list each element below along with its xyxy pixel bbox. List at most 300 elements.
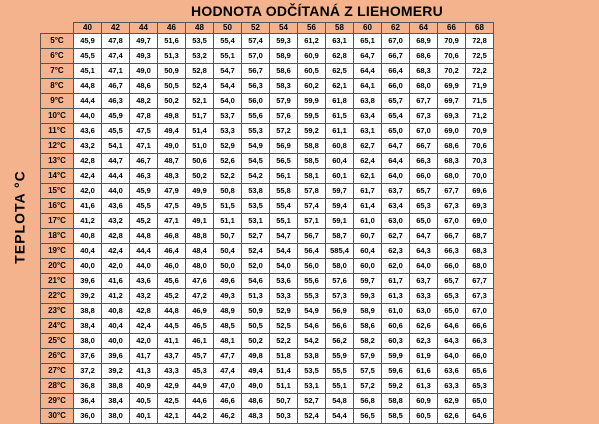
table-row [41,274,494,289]
table-cell: 55,1 [326,379,354,394]
table-cell: 43,6 [130,274,158,289]
table-cell: 47,5 [130,124,158,139]
table-cell: 61,7 [382,274,410,289]
table-cell: 46,3 [102,94,130,109]
table-cell: 66,0 [410,169,438,184]
table-cell: 43,6 [74,124,102,139]
table-cell: 50,7 [214,229,242,244]
table-cell: 63,1 [354,124,382,139]
table-cell: 42,4 [102,244,130,259]
table-cell: 66,3 [410,154,438,169]
table-cell: 53,8 [298,349,326,364]
row-header-temperature: 16°C [41,199,74,214]
table-cell: 64,7 [382,139,410,154]
table-cell: 70,3 [466,154,494,169]
table-cell: 36,8 [74,379,102,394]
table-cell: 59,6 [382,364,410,379]
table-cell: 59,9 [298,94,326,109]
table-cell: 48,7 [158,154,186,169]
row-header-temperature: 26°C [41,349,74,364]
table-row [41,214,494,229]
table-cell: 43,7 [158,349,186,364]
table-cell: 59,9 [382,349,410,364]
row-header-temperature: 6°C [41,49,74,64]
table-cell: 56,2 [326,334,354,349]
table-cell: 59,7 [354,274,382,289]
table-cell: 67,3 [466,289,494,304]
table-cell: 46,7 [102,79,130,94]
table-cell: 63,3 [438,379,466,394]
table-cell: 46,6 [214,394,242,409]
table-cell: 54,1 [102,139,130,154]
table-cell: 44,8 [130,229,158,244]
table-row [41,109,494,124]
table-cell: 39,2 [102,364,130,379]
table-cell: 59,7 [326,184,354,199]
table-cell: 48,1 [214,334,242,349]
table-cell: 63,4 [382,199,410,214]
table-cell: 48,8 [186,229,214,244]
table-cell: 54,4 [326,409,354,424]
table-cell: 51,4 [186,124,214,139]
table-cell: 61,9 [410,349,438,364]
table-cell: 65,7 [382,94,410,109]
table-cell: 40,8 [102,304,130,319]
table-cell: 62,0 [382,259,410,274]
table-cell: 63,4 [354,109,382,124]
table-cell: 67,3 [410,109,438,124]
table-cell: 44,8 [158,304,186,319]
table-cell: 40,4 [102,319,130,334]
table-cell: 44,4 [74,94,102,109]
table-cell: 54,7 [270,229,298,244]
table-cell: 56,5 [354,409,382,424]
table-cell: 60,4 [326,154,354,169]
table-cell: 56,3 [242,79,270,94]
table-cell: 59,3 [270,34,298,49]
table-cell: 66,7 [410,139,438,154]
table-cell: 72,8 [466,34,494,49]
table-cell: 56,6 [326,319,354,334]
table-cell: 57,6 [326,274,354,289]
table-cell: 36,4 [74,394,102,409]
table-cell: 62,3 [410,334,438,349]
table-cell: 62,7 [354,139,382,154]
table-cell: 71,5 [466,94,494,109]
table-cell: 55,8 [270,184,298,199]
table-cell: 61,4 [354,199,382,214]
table-cell: 51,6 [158,34,186,49]
table-cell: 53,2 [186,49,214,64]
table-cell: 45,5 [74,49,102,64]
table-cell: 40,9 [130,379,158,394]
table-cell: 53,3 [270,289,298,304]
table-cell: 50,9 [158,64,186,79]
table-cell: 64,4 [354,64,382,79]
table-cell: 68,7 [466,229,494,244]
column-header: 62 [382,23,410,34]
table-cell: 51,4 [270,364,298,379]
table-cell: 49,5 [186,199,214,214]
table-cell: 54,9 [242,139,270,154]
table-cell: 67,0 [410,124,438,139]
table-cell: 43,2 [74,139,102,154]
table-cell: 42,4 [130,319,158,334]
table-row [41,229,494,244]
column-header: 64 [410,23,438,34]
table-cell: 72,2 [466,64,494,79]
table-cell: 50,0 [214,259,242,274]
row-header-temperature: 20°C [41,259,74,274]
table-cell: 65,0 [410,214,438,229]
table-cell: 65,0 [438,304,466,319]
table-cell: 50,2 [158,94,186,109]
table-cell: 47,2 [186,289,214,304]
table-cell: 56,5 [270,154,298,169]
table-cell: 61,3 [382,289,410,304]
table-cell: 585,4 [326,244,354,259]
row-header-temperature: 23°C [41,304,74,319]
table-cell: 47,7 [214,349,242,364]
table-row [41,184,494,199]
table-cell: 41,6 [74,199,102,214]
row-header-temperature: 28°C [41,379,74,394]
table-cell: 47,8 [130,109,158,124]
table-cell: 52,6 [214,154,242,169]
table-cell: 64,1 [354,79,382,94]
table-cell: 53,3 [214,124,242,139]
table-cell: 68,3 [466,244,494,259]
table-cell: 66,7 [438,229,466,244]
table-body [41,34,494,424]
table-row [41,319,494,334]
table-cell: 54,6 [242,274,270,289]
table-cell: 41,1 [158,334,186,349]
table-cell: 65,1 [354,34,382,49]
table-cell: 38,0 [74,334,102,349]
table-cell: 39,6 [74,274,102,289]
table-cell: 47,1 [102,64,130,79]
table-cell: 60,0 [354,259,382,274]
table-cell: 60,9 [410,394,438,409]
table-row [41,364,494,379]
table-cell: 57,3 [326,289,354,304]
row-header-temperature: 12°C [41,139,74,154]
column-header: 60 [354,23,382,34]
table-cell: 44,4 [102,169,130,184]
table-cell: 54,2 [298,334,326,349]
table-row [41,244,494,259]
table-cell: 63,8 [354,94,382,109]
table-cell: 40,8 [74,229,102,244]
table-cell: 48,4 [186,244,214,259]
table-cell: 57,2 [354,379,382,394]
table-cell: 44,7 [102,154,130,169]
table-cell: 62,1 [354,169,382,184]
table-cell: 54,9 [298,304,326,319]
table-cell: 67,7 [466,274,494,289]
column-header: 66 [438,23,466,34]
table-cell: 62,6 [410,319,438,334]
table-cell: 69,3 [438,109,466,124]
table-cell: 36,0 [74,409,102,424]
table-cell: 60,9 [298,49,326,64]
table-cell: 54,7 [214,64,242,79]
row-header-temperature: 13°C [41,154,74,169]
table-cell: 63,3 [410,289,438,304]
table-cell: 66,3 [438,244,466,259]
table-cell: 53,5 [186,34,214,49]
table-cell: 68,6 [410,49,438,64]
table-cell: 49,3 [214,289,242,304]
table-cell: 41,3 [130,364,158,379]
column-header: 50 [214,23,242,34]
row-header-temperature: 7°C [41,64,74,79]
table-cell: 65,4 [382,109,410,124]
table-cell: 55,3 [242,124,270,139]
table-row [41,64,494,79]
table-cell: 49,4 [158,124,186,139]
table-cell: 57,9 [270,94,298,109]
table-cell: 53,5 [242,199,270,214]
table-cell: 70,0 [466,169,494,184]
table-cell: 38,4 [102,394,130,409]
table-cell: 67,0 [466,304,494,319]
table-cell: 48,6 [130,79,158,94]
table-cell: 48,6 [242,394,270,409]
table-cell: 64,7 [354,49,382,64]
table-cell: 68,0 [438,169,466,184]
table-row [41,34,494,49]
table-cell: 45,1 [74,64,102,79]
table-cell: 42,8 [102,229,130,244]
row-header-temperature: 15°C [41,184,74,199]
table-cell: 58,5 [382,409,410,424]
table-cell: 41,2 [74,214,102,229]
table-cell: 70,6 [438,49,466,64]
table-cell: 41,7 [130,349,158,364]
table-cell: 45,5 [102,124,130,139]
table-cell: 46,9 [186,304,214,319]
table-cell: 54,8 [326,394,354,409]
table-cell: 50,5 [158,79,186,94]
table-cell: 44,2 [186,409,214,424]
table-cell: 60,4 [354,244,382,259]
table-cell: 54,5 [242,154,270,169]
table-cell: 52,4 [186,79,214,94]
table-cell: 52,9 [270,304,298,319]
table-cell: 59,2 [382,379,410,394]
table-cell: 63,0 [382,214,410,229]
table-cell: 67,7 [410,94,438,109]
table-cell: 50,8 [214,184,242,199]
table-cell: 69,3 [466,199,494,214]
table-cell: 50,2 [186,169,214,184]
table-cell: 66,6 [466,319,494,334]
table-cell: 38,0 [102,409,130,424]
table-cell: 38,4 [74,319,102,334]
table-cell: 47,8 [102,34,130,49]
table-cell: 58,2 [354,334,382,349]
table-cell: 66,7 [382,49,410,64]
table-cell: 48,3 [158,169,186,184]
table-row [41,124,494,139]
column-header: 48 [186,23,214,34]
table-cell: 61,0 [382,304,410,319]
table-cell: 54,0 [270,259,298,274]
table-cell: 51,7 [186,109,214,124]
table-cell: 61,5 [326,109,354,124]
table-cell: 40,4 [74,244,102,259]
table-cell: 44,5 [158,319,186,334]
table-cell: 44,0 [130,259,158,274]
table-cell: 45,5 [130,199,158,214]
table-cell: 64,6 [466,409,494,424]
table-cell: 70,9 [438,34,466,49]
table-cell: 58,6 [354,319,382,334]
table-cell: 62,6 [438,409,466,424]
table-cell: 56,7 [242,64,270,79]
table-cell: 41,6 [102,274,130,289]
row-header-temperature: 9°C [41,94,74,109]
table-cell: 69,9 [438,79,466,94]
column-header: 58 [326,23,354,34]
table-row [41,49,494,64]
table-cell: 49,8 [158,109,186,124]
table-cell: 38,8 [102,379,130,394]
table-cell: 55,1 [270,214,298,229]
column-header: 68 [466,23,494,34]
table-cell: 61,8 [326,94,354,109]
table-cell: 61,0 [354,214,382,229]
table-cell: 62,1 [326,79,354,94]
table-cell: 60,2 [298,79,326,94]
table-cell: 48,2 [130,94,158,109]
table-cell: 65,6 [466,364,494,379]
table-row [41,304,494,319]
table-cell: 56,1 [270,169,298,184]
table-row [41,334,494,349]
table-cell: 42,0 [130,334,158,349]
table-cell: 53,5 [298,364,326,379]
table-cell: 60,5 [298,64,326,79]
table-cell: 61,3 [410,379,438,394]
table-cell: 71,9 [466,79,494,94]
table-cell: 69,0 [466,214,494,229]
table-cell: 62,8 [326,49,354,64]
row-header-temperature: 29°C [41,394,74,409]
table-cell: 45,7 [186,349,214,364]
table-cell: 62,3 [382,244,410,259]
table-cell: 47,4 [214,364,242,379]
table-cell: 51,1 [270,379,298,394]
table-cell: 63,0 [410,304,438,319]
table-cell: 49,0 [158,139,186,154]
row-header-temperature: 21°C [41,274,74,289]
table-cell: 58,3 [270,79,298,94]
table-row [41,79,494,94]
table-cell: 49,4 [242,364,270,379]
table-cell: 62,9 [438,394,466,409]
table-row [41,259,494,274]
table-cell: 55,5 [326,364,354,379]
table-cell: 55,9 [326,349,354,364]
table-cell: 41,2 [102,289,130,304]
table-cell: 63,7 [410,274,438,289]
table-cell: 52,2 [214,169,242,184]
table-row [41,139,494,154]
table-cell: 64,4 [382,154,410,169]
row-header-temperature: 5°C [41,34,74,49]
table-cell: 47,0 [214,379,242,394]
table-cell: 65,0 [466,394,494,409]
table-cell: 69,6 [466,184,494,199]
table-cell: 46,8 [158,229,186,244]
table-cell: 61,7 [354,184,382,199]
table-row [41,394,494,409]
table-cell: 70,9 [466,124,494,139]
table-cell: 42,8 [130,304,158,319]
table-cell: 42,4 [74,169,102,184]
table-cell: 45,2 [130,214,158,229]
table-cell: 62,4 [354,154,382,169]
table-cell: 52,1 [186,94,214,109]
column-header: 40 [74,23,102,34]
table-cell: 55,6 [242,109,270,124]
column-header: 52 [242,23,270,34]
table-cell: 67,0 [382,34,410,49]
table-cell: 50,9 [242,304,270,319]
table-cell: 55,4 [270,199,298,214]
table-cell: 57,1 [298,214,326,229]
table-cell: 57,2 [270,124,298,139]
table-cell: 45,3 [186,364,214,379]
table-cell: 47,5 [158,199,186,214]
table-cell: 59,5 [298,109,326,124]
table-cell: 67,0 [438,214,466,229]
table-cell: 54,6 [298,319,326,334]
row-header-temperature: 14°C [41,169,74,184]
table-cell: 60,1 [326,169,354,184]
table-cell: 56,9 [326,304,354,319]
conversion-table-wrap [40,22,494,424]
table-cell: 38,8 [74,304,102,319]
table-cell: 65,3 [438,289,466,304]
table-cell: 64,0 [438,349,466,364]
table-cell: 52,8 [186,64,214,79]
table-cell: 57,4 [298,199,326,214]
table-cell: 63,7 [382,184,410,199]
table-cell: 49,3 [130,49,158,64]
table-cell: 56,8 [354,394,382,409]
table-cell: 62,5 [326,64,354,79]
row-header-temperature: 24°C [41,319,74,334]
table-cell: 43,2 [102,214,130,229]
table-cell: 55,3 [298,289,326,304]
table-cell: 64,0 [410,259,438,274]
table-cell: 40,0 [102,334,130,349]
table-cell: 68,6 [438,139,466,154]
table-cell: 40,5 [130,394,158,409]
column-header: 56 [298,23,326,34]
table-cell: 40,1 [130,409,158,424]
table-cell: 58,9 [270,49,298,64]
table-cell: 53,7 [214,109,242,124]
table-cell: 60,7 [354,229,382,244]
table-cell: 46,0 [158,259,186,274]
table-cell: 51,8 [270,349,298,364]
table-cell: 61,2 [298,34,326,49]
